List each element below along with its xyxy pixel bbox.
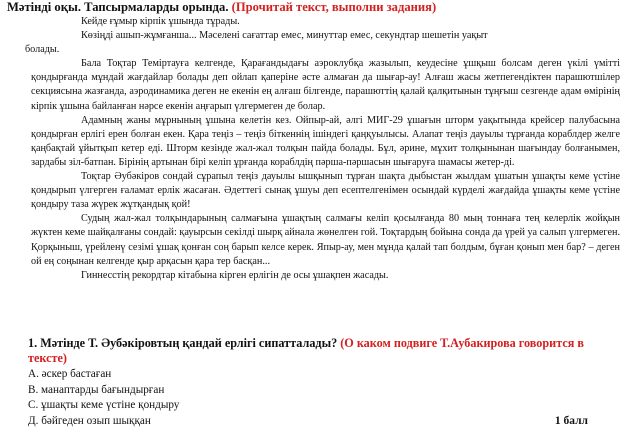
reading-text [25,15,620,283]
paragraph: Судың жал-жал толқындарының салмағына ұшақтың салмағы келіп қосылғанда 80 мың тоннаға тең келерлік жойқын жүктен кеме шайқалғаны сондай: қауырсын секілді шырқ айнала жөнелген гой. Тоқтардың бойына сонда да үрей уа салып үлгермеген. Қорқыныш, үрейленү сезімі ұшақ қонған соң барып келсе керек. Япыр-ау, мен мұнда қалай тап болдым, бұған қонып мен бар? – деген ой ең соңынан келгенде қыр арқасын қара тер басқан... [31,213,620,267]
page-title [7,0,622,15]
question-1 [28,336,588,366]
paragraph: Кейде ғұмыр кірпік ұшында тұрады. [81,16,240,27]
answer-option-c[interactable]: С. ұшақты кеме үстіне қондыру [28,399,180,412]
question-kazakh: 1. Мәтінде Т. Әубәкіровтың қандай ерлігі сипатталады? [28,336,338,350]
answer-option-a[interactable]: А. әскер бастаған [28,368,112,380]
answer-option-d[interactable]: Д. бәйгеден озып шыққан [28,414,151,427]
title-kazakh: Мәтінді оқы. Тапсырмаларды орында. [7,0,229,14]
paragraph: Гиннесстің рекордтар кітабына кірген ерлігін де осы ұшақпен жасады. [81,269,389,281]
score-label: 1 балл [554,414,588,427]
paragraph: Тоқтар Әубәкіров сондай сұрапыл теңіз дауылы ышқынып тұрған шақта дыбыстан жылдам ұшатын ұшақты кеме үстіне қондырып үлгерген ғаламат ерлік жасаған. Әдеттегі сынақ ұшуы деп есептелгенімен осындай күрделі жағдайда ұшақты кеме үстіне қондыру таза жүрек жұтқандық қой! [31,171,620,211]
paragraph: болады. [25,44,60,56]
question-russian: (О каком подвиге Т.Аубакирова говорится в тексте) [28,336,584,365]
answer-option-b[interactable]: В. манаптарды бағындырған [28,383,165,396]
answer-option-d-row [28,414,618,430]
answer-options [28,367,618,429]
paragraph: Адамның жаны мұрнының ұшына келетін кез. Ойпыр-ай, әлгі МИГ-29 ұшағын шторм уақытында крейсер палубасына қондырған ерлігі ерен болған екен. Қара теңіз – теңіз біткеннің ішіндегі қаңқуылысы. Алапат теңіз дауылы тұрғанда кораблдер желге қаңбақтай ұйытқып кетер еді. Шторм кезінде жал-жал толқын пайда болады. Бұл, әрине, мұхит толқынынан шағындау болғанымен, зардабы зіл-батпан. Бірінің артынан бірі келіп ұрғанда кораблдің пәрша-пәршасын шығаруға шамасы жетер-ді. [31,114,620,168]
title-russian: (Прочитай текст, выполни задания) [231,0,437,14]
paragraph: Көзіңді ашып-жұмғанша... Мәселені сағаттар емес, минуттар емес, секундтар шешетін уақыт [81,30,488,42]
paragraph: Бала Тоқтар Темiртауға келгенде, Қарағандыдағы аэроклубқа жазылып, кеудесіне ұшқыш болсам деген үкілі үмітті қондырғанда мұндай жағдайлар болады деп ойлап қаперіне әсте алмаған да шығар-ау! Алғаш жасы жетпегендіктен парашютшілер секциясына жазғанда, аэродинамика деген не екенін ең алғаш білгенде, парашюттің қалай қалқитынын тұңғыш сезгенде адам өмірінің кірпік ұшына байланған нәрсе екенін аңғарып үлгермеген де болар. [31,58,620,112]
